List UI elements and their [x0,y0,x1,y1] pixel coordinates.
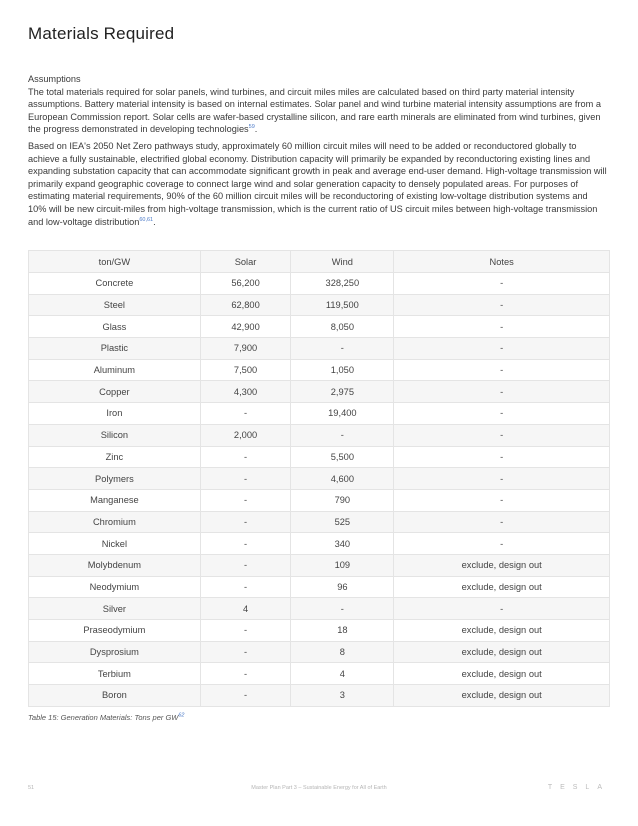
material-cell: Polymers [29,468,201,490]
wind-cell: 1,050 [291,359,394,381]
notes-cell: - [394,446,610,468]
circuit-miles-section: Based on IEA's 2050 Net Zero pathways study, approximately 60 million circuit miles will need to be added or reconductored globally to achieve a fully sustainable, electrified global economy. Distribution capacity will primarily be expanded by reconductoring existing lines and expanding substation capacity that can accommodate significant growth in peak and average end-user demand. High-voltage transmission will primarily expand geographic coverage to connect large wind and solar generation capacity to densely populated areas. For purposes of estimating material requirements, 90% of the 60 million circuit miles will be reconductoring of existing low-voltage distribution systems and 10% will be new circuit-miles from high-voltage transmission, which is the current ratio of US circuit miles between high-voltage transmission and low-voltage distribution$^{60,61}$. [28,141,607,227]
reference-62: 62 [178,712,185,719]
reference-59: 59 [248,124,255,131]
notes-cell: - [394,511,610,533]
wind-cell: 18 [291,620,394,642]
table-row [29,685,610,707]
solar-cell: 42,900 [200,316,291,338]
wind-cell: 8,050 [291,316,394,338]
notes-cell: - [394,533,610,555]
solar-cell: - [200,489,291,511]
tesla-logo: TESLA [547,784,610,791]
wind-cell: 790 [291,489,394,511]
solar-cell: - [200,446,291,468]
assumptions-paragraph-2: Based on IEA's 2050 Net Zero pathways study, approximately 60 million circuit miles will need to be added or reconductored globally to achieve a fully sustainable, electrified global economy. Distribution capacity will primarily be expanded by reconductoring existing lines and expanding substation capacity that can accommodate significant growth in peak and average end-user demand. High-voltage transmission will primarily expand geographic coverage to connect large wind and solar generation capacity to densely populated areas. For purposes of estimating material requirements, 90% of the 60 million circuit miles will be reconductoring of existing low-voltage distribution systems and 10% will be new circuit-miles from high-voltage transmission, which is the current ratio of US circuit miles between high-voltage transmission and low-voltage distribution [28,141,607,227]
notes-cell: exclude, design out [394,685,610,707]
solar-cell: - [200,685,291,707]
material-cell: Silicon [29,424,201,446]
solar-cell: 7,500 [200,359,291,381]
notes-cell: exclude, design out [394,576,610,598]
column-header: Solar [200,251,291,273]
table-row [29,273,610,295]
table-row [29,424,610,446]
material-cell: Copper [29,381,201,403]
table-row [29,489,610,511]
table-row [29,663,610,685]
assumptions-paragraph-1: The total materials required for solar panels, wind turbines, and circuit miles miles are calculated based on third party material intensity assumptions. Battery material intensity is based on internal estimates. Solar panel and wind turbine material intensity assumptions are from a European Commission report. Solar cells are wafer-based crystalline silicon, and rare earth minerals are eliminated from wind turbines, given the progress demonstrated in developing technologies [28,86,601,135]
table-caption [28,713,184,722]
notes-cell: - [394,316,610,338]
material-cell: Chromium [29,511,201,533]
notes-cell: - [394,598,610,620]
wind-cell: 2,975 [291,381,394,403]
notes-cell: - [394,338,610,360]
solar-cell: 62,800 [200,294,291,316]
solar-cell: - [200,468,291,490]
column-header: Notes [394,251,610,273]
solar-cell: - [200,554,291,576]
notes-cell: - [394,273,610,295]
column-header: Wind [291,251,394,273]
footer-title: Master Plan Part 3 – Sustainable Energy for All of Earth [251,785,387,791]
table-row [29,554,610,576]
wind-cell: 340 [291,533,394,555]
material-cell: Manganese [29,489,201,511]
material-cell: Neodymium [29,576,201,598]
solar-cell: - [200,533,291,555]
wind-cell: 8 [291,641,394,663]
table-row [29,338,610,360]
table-row [29,641,610,663]
notes-cell: exclude, design out [394,554,610,576]
wind-cell: 109 [291,554,394,576]
table-row [29,446,610,468]
wind-cell: 4,600 [291,468,394,490]
solar-cell: - [200,663,291,685]
assumptions-heading: Assumptions [28,74,81,84]
table-header-row [29,251,610,273]
table-row [29,381,610,403]
material-cell: Concrete [29,273,201,295]
notes-cell: - [394,403,610,425]
notes-cell: exclude, design out [394,641,610,663]
wind-cell: - [291,424,394,446]
solar-cell: - [200,620,291,642]
notes-cell: - [394,468,610,490]
wind-cell: 96 [291,576,394,598]
solar-cell: - [200,511,291,533]
page-number: 51 [28,785,35,791]
solar-cell: - [200,641,291,663]
reference-60-61: 60,61 [139,216,154,223]
solar-cell: 56,200 [200,273,291,295]
solar-cell: 4,300 [200,381,291,403]
wind-cell: 3 [291,685,394,707]
table-row [29,598,610,620]
wind-cell: 119,500 [291,294,394,316]
wind-cell: 328,250 [291,273,394,295]
notes-cell: exclude, design out [394,663,610,685]
wind-cell: 19,400 [291,403,394,425]
material-cell: Glass [29,316,201,338]
material-cell: Dysprosium [29,641,201,663]
table-row [29,294,610,316]
material-cell: Nickel [29,533,201,555]
material-cell: Terbium [29,663,201,685]
material-cell: Iron [29,403,201,425]
solar-cell: 2,000 [200,424,291,446]
table-row [29,403,610,425]
notes-cell: - [394,359,610,381]
table-row [29,316,610,338]
solar-cell: - [200,576,291,598]
material-cell: Boron [29,685,201,707]
generation-materials-table [28,250,610,707]
material-cell: Molybdenum [29,554,201,576]
solar-cell: 4 [200,598,291,620]
table-row [29,359,610,381]
material-cell: Silver [29,598,201,620]
table-row [29,620,610,642]
solar-cell: - [200,403,291,425]
notes-cell: - [394,489,610,511]
material-cell: Plastic [29,338,201,360]
table-row [29,468,610,490]
material-cell: Steel [29,294,201,316]
table-row [29,511,610,533]
wind-cell: 525 [291,511,394,533]
wind-cell: - [291,598,394,620]
page-title: Materials Required [28,24,175,43]
notes-cell: - [394,424,610,446]
material-cell: Zinc [29,446,201,468]
solar-cell: 7,900 [200,338,291,360]
wind-cell: 4 [291,663,394,685]
assumptions-section: Assumptions The total materials required for solar panels, wind turbines, and circuit miles miles are calculated based on third party material intensity assumptions. Battery material intensity is based on internal estimates. Solar panel and wind turbine material intensity assumptions are from a European Commission report. Solar cells are wafer-based crystalline silicon, and rare earth minerals are eliminated from wind turbines, given the progress demonstrated in developing technologies$^{59}$. [28,73,608,136]
wind-cell: 5,500 [291,446,394,468]
notes-cell: - [394,294,610,316]
material-cell: Praseodymium [29,620,201,642]
table-row [29,576,610,598]
table-row [29,533,610,555]
material-cell: Aluminum [29,359,201,381]
wind-cell: - [291,338,394,360]
caption-text: Table 15: Generation Materials: Tons per GW [28,713,179,722]
notes-cell: - [394,381,610,403]
column-header: ton/GW [29,251,201,273]
notes-cell: exclude, design out [394,620,610,642]
